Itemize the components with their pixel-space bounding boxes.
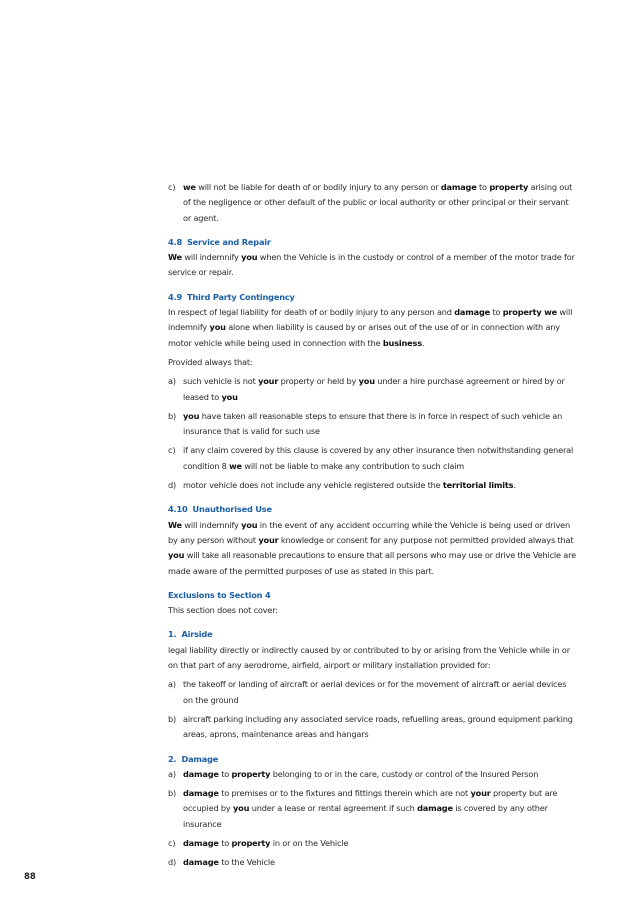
defined-term: damage xyxy=(454,307,491,318)
text-run: In respect of legal liability for death of or bodily injury to any person and xyxy=(168,307,455,318)
list-item xyxy=(168,374,578,405)
text-run: legal liability directly or indirectly caused by or contributed to by or arising from the Vehicle while in or on that part of any aerodrome, airfield, airport or military installation provided for: xyxy=(168,644,570,671)
paragraph xyxy=(168,643,578,674)
section-heading xyxy=(168,588,578,603)
list-item-text xyxy=(183,712,578,743)
text-run: such vehicle is not xyxy=(183,376,259,387)
list-item-text xyxy=(183,478,578,493)
section-title: Unauthorised Use xyxy=(192,504,272,515)
text-run: under a hire purchase agreement or hired by or leased to xyxy=(183,376,565,402)
section-heading xyxy=(168,752,578,767)
section-number: 4.8 xyxy=(168,236,182,247)
defined-term: property we xyxy=(502,307,557,318)
defined-term: your xyxy=(258,534,279,545)
text-run: is covered by any other insurance xyxy=(183,803,548,829)
text-run: knowledge or consent for any purpose not permitted provided always that xyxy=(278,534,574,545)
text-run: will take all reasonable precautions to ensure that all persons who may use or drive the Vehicle are made aware of the permitted purposes of use as stated in this part. xyxy=(168,550,576,576)
section-number: 1. xyxy=(168,629,177,640)
list-item xyxy=(168,836,578,851)
list-item xyxy=(168,180,578,226)
text-run: . xyxy=(513,480,516,491)
list-item-text xyxy=(183,786,578,832)
text-run: under a lease or rental agreement if such xyxy=(249,803,418,814)
defined-term: business xyxy=(382,337,422,348)
defined-term: you xyxy=(209,322,226,333)
list-item-label: b) xyxy=(168,713,177,724)
list-item-text xyxy=(183,836,578,851)
list-item-text xyxy=(183,677,578,708)
list-item-text xyxy=(183,180,578,226)
list-item-label: b) xyxy=(168,410,177,421)
text-run: in the event of any accident occurring while the Vehicle is being used or driven by any person without xyxy=(168,519,570,545)
text-run: to xyxy=(218,768,232,779)
page-number: 88 xyxy=(24,872,36,882)
section-number: 4.9 xyxy=(168,291,182,302)
defined-term: your xyxy=(470,788,491,799)
section-title: Airside xyxy=(181,629,213,640)
section-title: Damage xyxy=(181,753,219,764)
list-item xyxy=(168,712,578,743)
list-item-label: b) xyxy=(168,788,177,799)
list-item-text xyxy=(183,374,578,405)
text-run: This section does not cover: xyxy=(168,605,278,616)
text-run: will not be liable for death of or bodily injury to any person or xyxy=(195,182,441,192)
section-number: 4.10 xyxy=(168,504,188,515)
text-run: will indemnify xyxy=(181,519,242,530)
defined-term: property xyxy=(231,768,271,779)
section-heading xyxy=(168,502,578,517)
list-item-text xyxy=(183,767,578,782)
text-run: belonging to or in the care, custody or control of the Insured Person xyxy=(270,768,539,779)
list-item xyxy=(168,855,578,870)
paragraph xyxy=(168,518,578,579)
text-run: to xyxy=(218,837,232,848)
text-run: property but are occupied by xyxy=(183,788,558,814)
text-run: Provided always that: xyxy=(168,356,253,367)
defined-term: we xyxy=(229,460,242,471)
text-run: . xyxy=(421,337,425,348)
text-run: have taken all reasonable steps to ensure that there is in force in respect of such vehicle an insurance that is valid for such use xyxy=(183,410,563,437)
list-item xyxy=(168,767,578,782)
list-item-text xyxy=(183,855,578,870)
list-item xyxy=(168,409,578,440)
text-run: arising out of the negligence or other default of the public or local authority or other principal or their servant or agent. xyxy=(183,182,573,223)
paragraph xyxy=(168,305,578,351)
text-run: will indemnify xyxy=(181,252,242,263)
list-item xyxy=(168,443,578,474)
defined-term: you xyxy=(183,410,200,421)
defined-term: damage xyxy=(440,182,477,192)
defined-term: We xyxy=(168,252,182,263)
text-run: will indemnify xyxy=(168,307,573,333)
paragraph xyxy=(168,603,578,618)
defined-term: you xyxy=(221,391,238,402)
section-title: Service and Repair xyxy=(186,236,271,247)
defined-term: you xyxy=(168,550,185,561)
list-item-label: c) xyxy=(168,837,176,848)
defined-term: you xyxy=(241,252,258,263)
text-run: will not be liable to make any contribution to such claim xyxy=(241,460,465,471)
section-heading xyxy=(168,235,578,250)
text-run: to xyxy=(490,307,503,318)
list-item-text xyxy=(183,409,578,440)
text-run: property or held by xyxy=(278,376,359,387)
list-item xyxy=(168,786,578,832)
defined-term: We xyxy=(168,519,182,530)
defined-term: damage xyxy=(183,788,219,799)
list-item-text xyxy=(183,443,578,474)
text-run: to xyxy=(476,182,490,192)
policy-document-body xyxy=(168,180,578,875)
defined-term: we xyxy=(183,182,196,192)
list-item xyxy=(168,478,578,493)
text-run: alone when liability is caused by or arises out of the use of or in connection with any motor vehicle while being used in connection with the xyxy=(168,322,560,348)
text-run: to premises or to the fixtures and fittings therein which are not xyxy=(218,788,471,799)
list-item-label: d) xyxy=(168,857,177,868)
section-title: Exclusions to Section 4 xyxy=(168,589,271,600)
list-item-label: d) xyxy=(168,480,177,491)
list-item-label: a) xyxy=(168,679,176,690)
paragraph xyxy=(168,250,578,281)
list-item-label: a) xyxy=(168,376,176,387)
list-item-label: c) xyxy=(168,445,176,456)
text-run: when the Vehicle is in the custody or control of a member of the motor trade for service or repair. xyxy=(168,252,575,278)
list-item-label: c) xyxy=(168,182,176,192)
text-run: the takeoff or landing of aircraft or aerial devices or for the movement of aircraft or aerial devices on the ground xyxy=(183,679,567,705)
defined-term: you xyxy=(358,376,375,387)
list-item-label: a) xyxy=(168,768,176,779)
section-heading xyxy=(168,627,578,642)
text-run: if any claim covered by this clause is covered by any other insurance then notwithstanding general condition 8 xyxy=(183,445,574,471)
paragraph xyxy=(168,355,578,370)
section-title: Third Party Contingency xyxy=(186,291,295,302)
text-run: motor vehicle does not include any vehicle registered outside the xyxy=(183,480,443,491)
defined-term: property xyxy=(231,837,271,848)
defined-term: territorial limits xyxy=(442,480,514,491)
defined-term: you xyxy=(241,519,258,530)
defined-term: damage xyxy=(183,837,219,848)
section-heading xyxy=(168,290,578,305)
defined-term: you xyxy=(233,803,250,814)
defined-term: damage xyxy=(183,857,219,868)
text-run: aircraft parking including any associated service roads, refuelling areas, ground equipment parking areas, aprons, maintenance areas and hangars xyxy=(183,713,573,740)
defined-term: damage xyxy=(183,768,219,779)
section-number: 2. xyxy=(168,753,177,764)
defined-term: property xyxy=(489,182,529,192)
defined-term: your xyxy=(258,376,279,387)
text-run: to the Vehicle xyxy=(218,857,275,868)
list-item xyxy=(168,677,578,708)
text-run: in or on the Vehicle xyxy=(270,837,349,848)
defined-term: damage xyxy=(417,803,453,814)
